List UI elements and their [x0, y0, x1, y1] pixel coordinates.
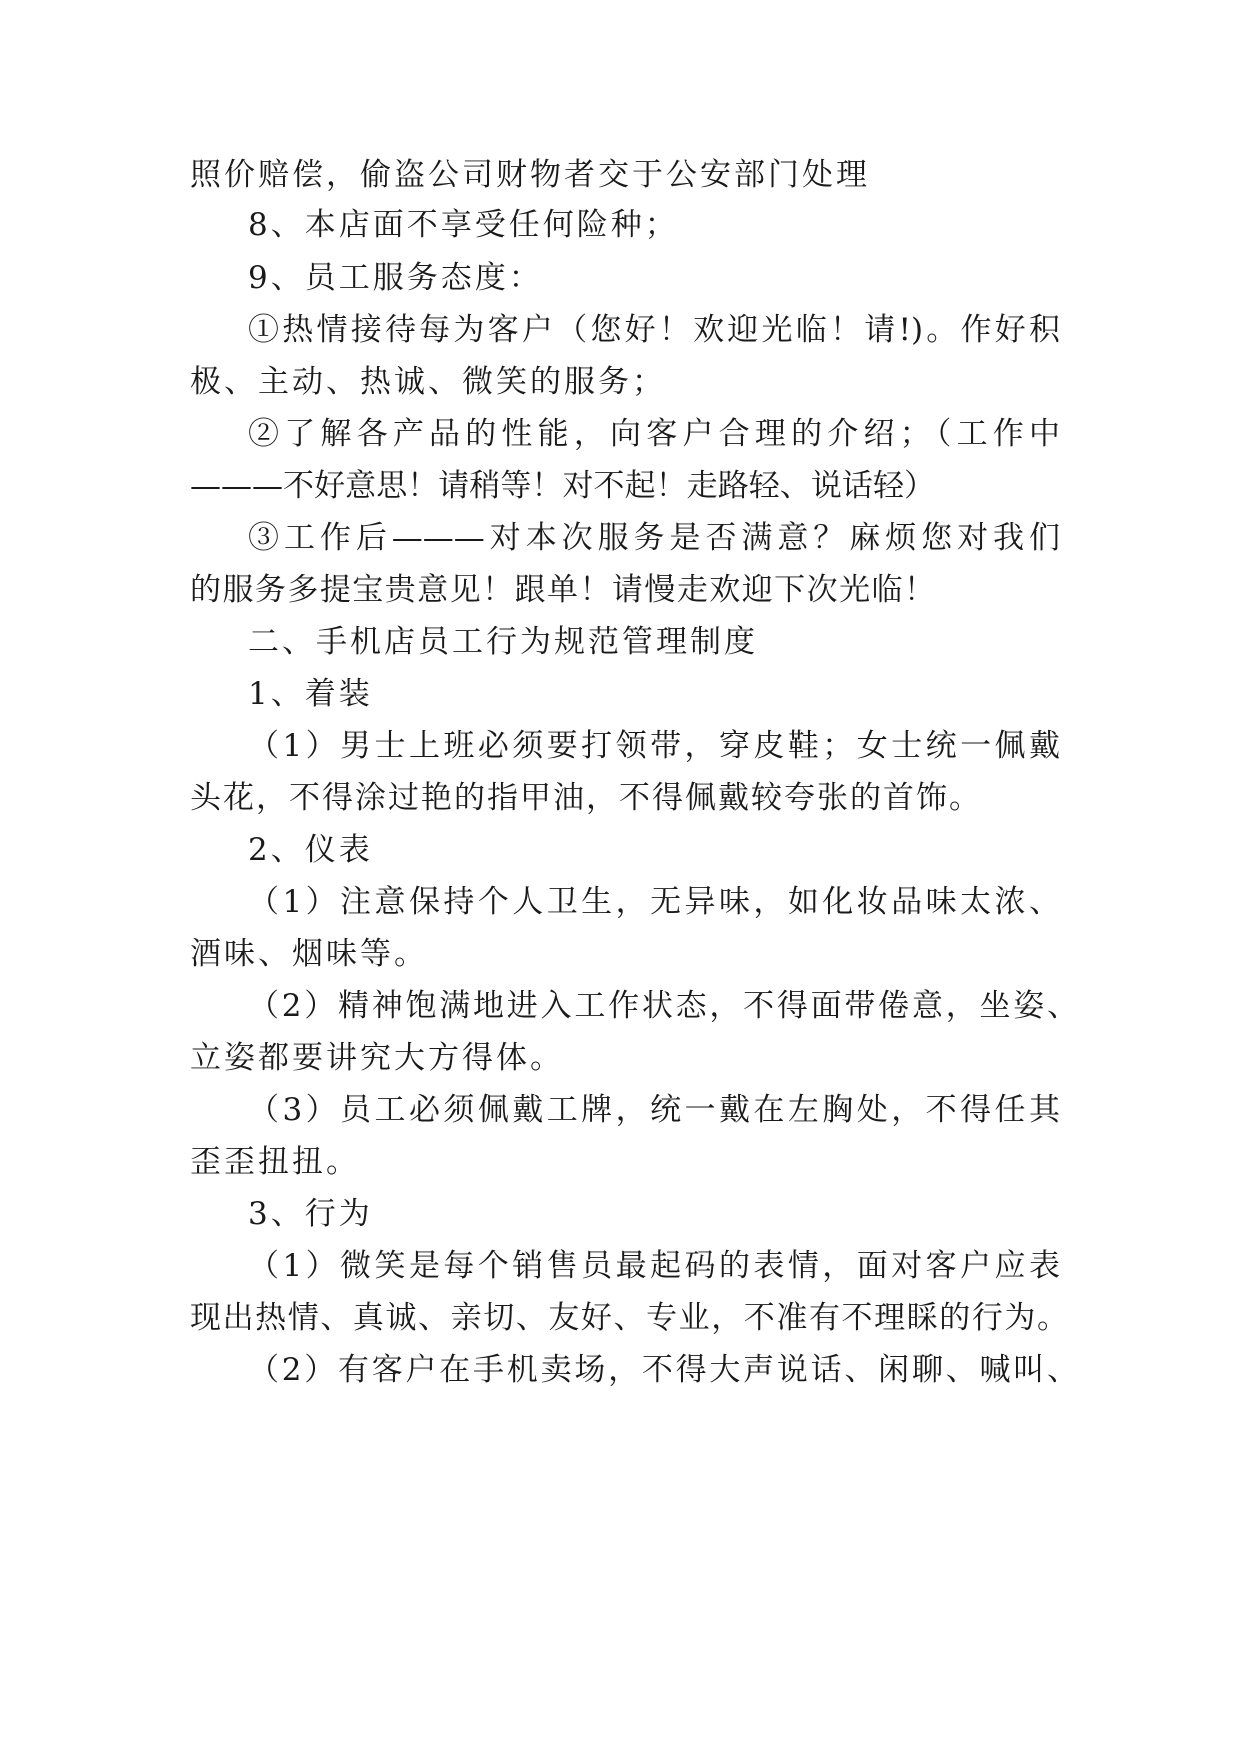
- paragraph-line: 酒味、烟味等。: [190, 936, 428, 972]
- paragraph-line: 照价赔偿，偷盗公司财物者交于公安部门处理: [190, 157, 870, 193]
- paragraph-line: （1）男士上班必须要打领带，穿皮鞋；女士统一佩戴: [248, 728, 1060, 764]
- paragraph-line: 8、本店面不享受任何险种；: [248, 207, 679, 243]
- paragraph-line: （3）员工必须佩戴工牌，统一戴在左胸处，不得任其: [248, 1092, 1060, 1128]
- paragraph-line: 立姿都要讲究大方得体。: [190, 1040, 564, 1076]
- paragraph-line: 头花，不得涂过艳的指甲油，不得佩戴较夸张的首饰。: [190, 780, 980, 816]
- section-heading: 二、手机店员工行为规范管理制度: [248, 624, 758, 660]
- paragraph-line: （2）精神饱满地进入工作状态，不得面带倦意，坐姿、: [248, 988, 1078, 1024]
- paragraph-line: 现出热情、真诚、亲切、友好、专业，不准有不理睬的行为。: [190, 1300, 1068, 1336]
- paragraph-line: （2）有客户在手机卖场，不得大声说话、闲聊、喊叫、: [248, 1352, 1078, 1388]
- subsection-heading: 2、仪表: [248, 832, 373, 868]
- paragraph-line: 的服务多提宝贵意见！跟单！请慢走欢迎下次光临！: [190, 572, 935, 608]
- paragraph-line: ②了解各产品的性能，向客户合理的介绍；（工作中: [248, 416, 1060, 452]
- paragraph-line: 歪歪扭扭。: [190, 1144, 360, 1180]
- paragraph-line: 极、主动、热诚、微笑的服务；: [190, 364, 666, 400]
- paragraph-line: （1）微笑是每个销售员最起码的表情，面对客户应表: [248, 1248, 1060, 1284]
- paragraph-line: ①热情接待每为客户（您好！欢迎光临！请!)。作好积: [248, 312, 1060, 348]
- subsection-heading: 1、着装: [248, 676, 373, 712]
- paragraph-line: ———不好意思！请稍等！对不起！走路轻、说话轻）: [190, 468, 935, 504]
- paragraph-line: （1）注意保持个人卫生，无异味，如化妆品味太浓、: [248, 884, 1060, 920]
- paragraph-line: ③工作后———对本次服务是否满意？麻烦您对我们: [248, 520, 1060, 556]
- subsection-heading: 3、行为: [248, 1196, 373, 1232]
- paragraph-line: 9、员工服务态度：: [248, 260, 543, 296]
